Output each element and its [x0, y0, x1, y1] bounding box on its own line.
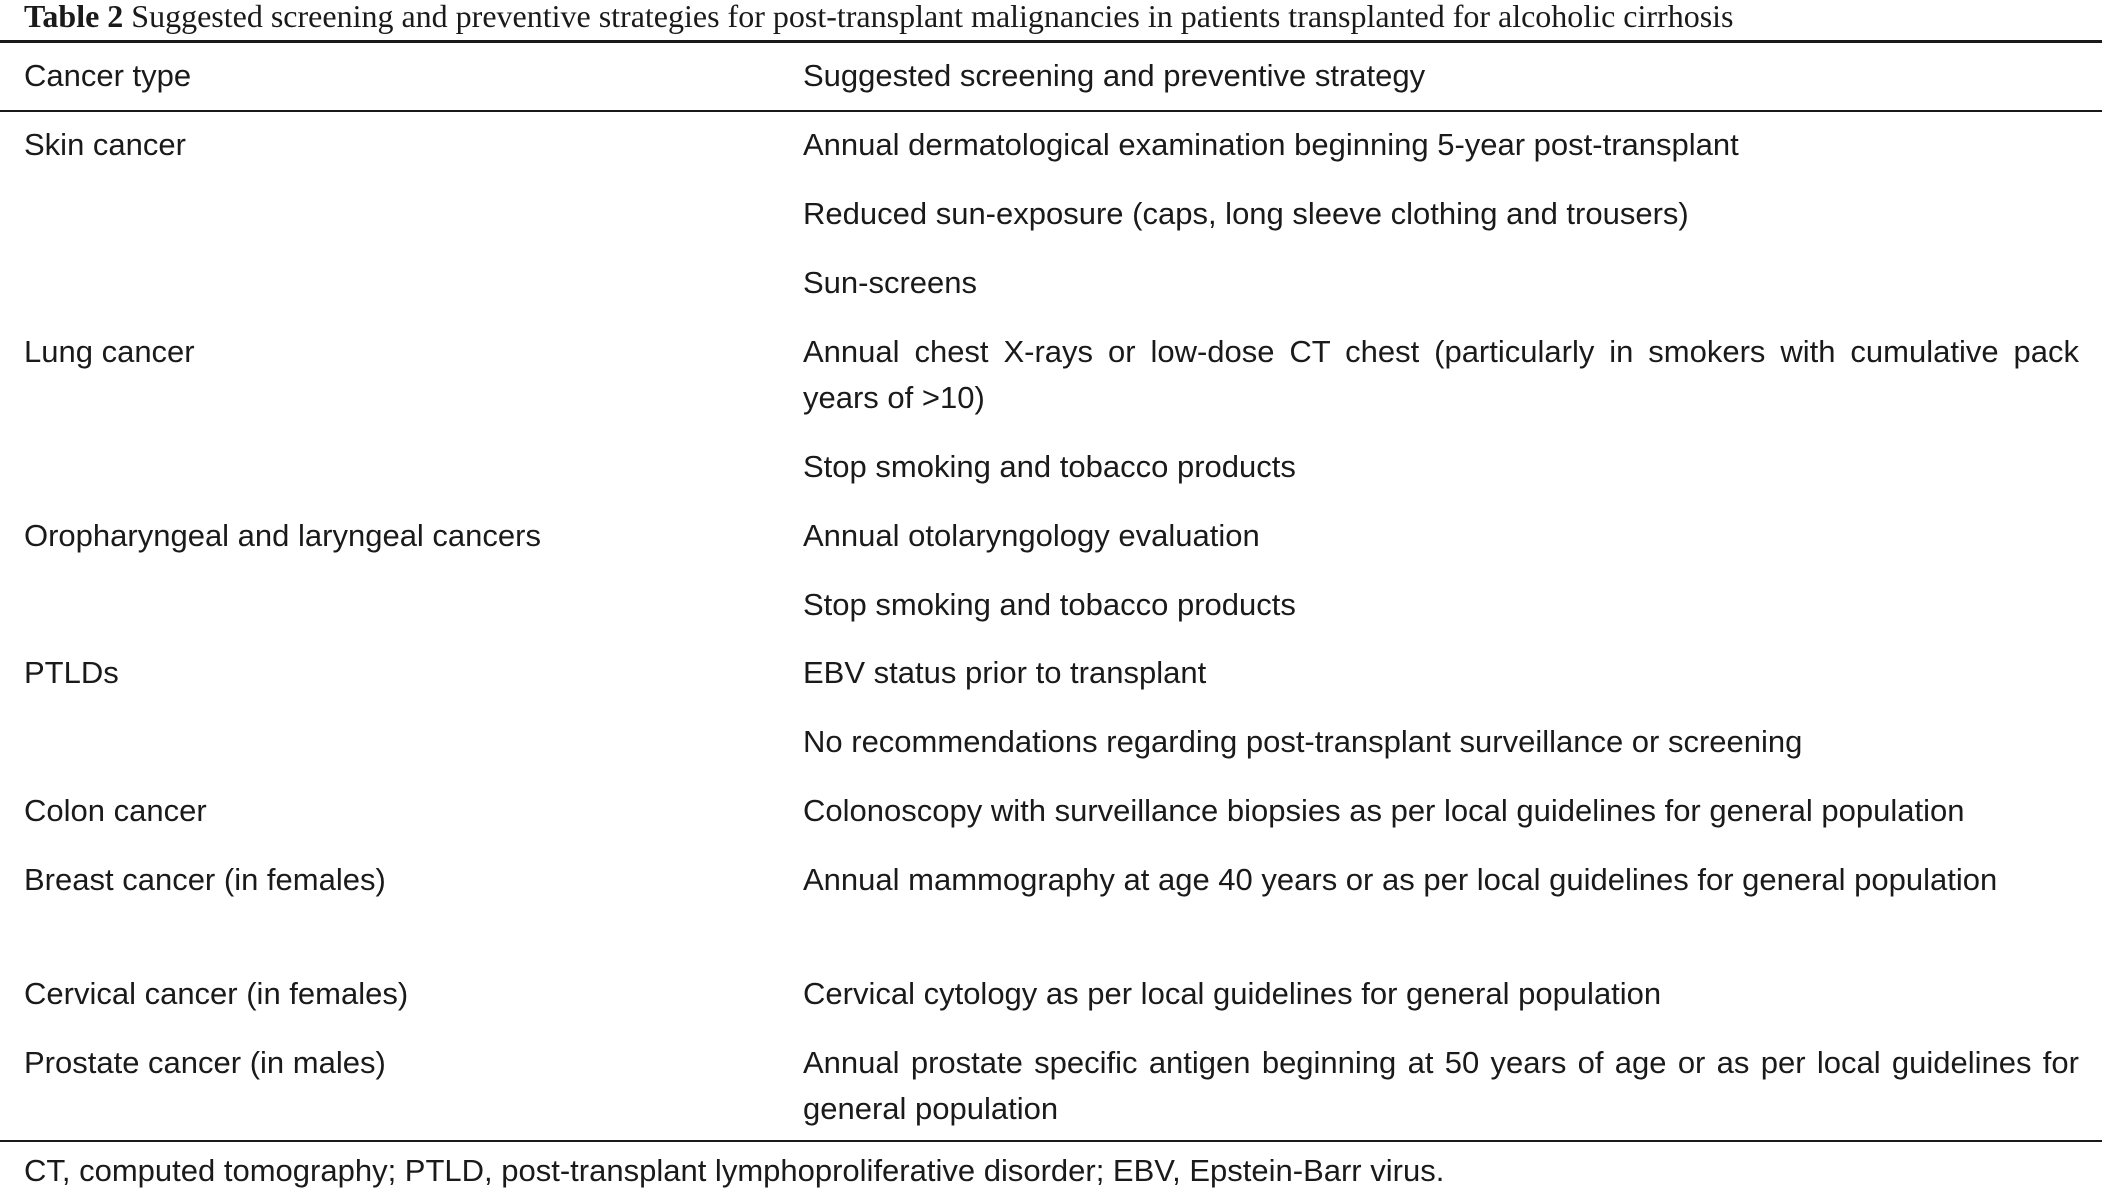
table-cell-strategy: Annual prostate specific antigen beginning at 50 years of age or as per local guidelines for general population [803, 1045, 2079, 1126]
table-top-rule [0, 40, 2102, 43]
table-cell-cancer-type: Breast cancer (in females) [24, 862, 386, 897]
table-cell-strategy: Annual chest X-rays or low-dose CT chest (particularly in smokers with cumulative pack years of >10) [803, 334, 2079, 415]
table-cell-strategy: Stop smoking and tobacco products [803, 587, 1296, 622]
table-caption-label: Table 2 [24, 0, 124, 34]
table-cell-strategy: Reduced sun-exposure (caps, long sleeve clothing and trousers) [803, 196, 1689, 231]
table-caption-text: Suggested screening and preventive strategies for post-transplant malignancies in patients transplanted for alcoholic cirrhosis [131, 0, 1734, 34]
table-cell-strategy: Annual dermatological examination beginning 5-year post-transplant [803, 127, 1739, 162]
table-caption [24, 0, 2084, 40]
table-cell-cancer-type: Skin cancer [24, 127, 186, 162]
table-cell-cancer-type: Cervical cancer (in females) [24, 976, 409, 1011]
table-cell-cancer-type: Prostate cancer (in males) [24, 1045, 386, 1080]
column-header-cancer-type: Cancer type [24, 58, 192, 93]
table-cell-strategy: Sun-screens [803, 265, 978, 300]
table-header-rule [0, 110, 2102, 112]
table-cell-cancer-type: Colon cancer [24, 793, 207, 828]
table-cell-strategy: Stop smoking and tobacco products [803, 449, 1296, 484]
table-cell-strategy: Colonoscopy with surveillance biopsies as per local guidelines for general population [803, 793, 1965, 828]
table-cell-cancer-type: Lung cancer [24, 334, 195, 369]
column-header-strategy: Suggested screening and preventive strategy [803, 58, 1426, 93]
table-bottom-rule [0, 1140, 2102, 1142]
table-cell-strategy: Annual mammography at age 40 years or as per local guidelines for general population [803, 862, 1998, 897]
table-cell-strategy: Annual otolaryngology evaluation [803, 518, 1260, 553]
table-cell-cancer-type: PTLDs [24, 655, 119, 690]
table-cell-strategy: Cervical cytology as per local guidelines for general population [803, 976, 1662, 1011]
table-cell-cancer-type: Oropharyngeal and laryngeal cancers [24, 518, 541, 553]
table-cell-strategy: No recommendations regarding post-transplant surveillance or screening [803, 724, 1803, 759]
table-cell-strategy: EBV status prior to transplant [803, 655, 1207, 690]
table-footnote: CT, computed tomography; PTLD, post-transplant lymphoproliferative disorder; EBV, Epstein-Barr virus. [24, 1153, 1445, 1188]
